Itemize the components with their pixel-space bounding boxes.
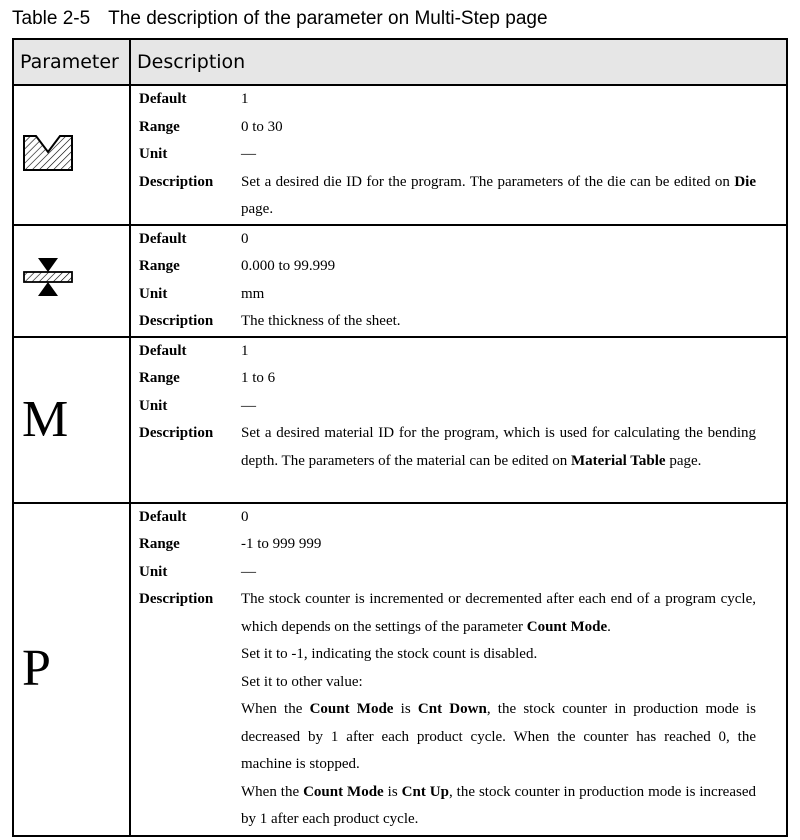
unit-label: Unit [139,285,168,302]
range-value: 0 to 30 [241,118,283,135]
range-row [139,365,756,393]
description-paragraph: When the Count Mode is Cnt Up, the stock counter in production mode is increased by 1 after each product cycle. [241,783,756,827]
range-label: Range [139,258,180,274]
unit-value: — [241,397,256,414]
sheet-thickness-icon [22,287,74,304]
description-label: Description [139,425,214,441]
description-label: Description [139,173,214,190]
table-number: Table 2-5 [12,8,91,29]
description-paragraph: Set it to other value: [241,673,363,690]
default-row [139,86,756,114]
range-value: -1 to 999 999 [241,536,322,552]
description-value: Set a desired material ID for the program, which is used for calculating the bending depth. The parameters of the material can be edited on Material Table page. [241,425,756,469]
default-value: 0 [241,508,249,525]
description-label: Description [139,591,214,607]
description-value: Set a desired die ID for the program. The parameters of the die can be edited on Die page. [241,173,756,217]
description-paragraph: The stock counter is incremented or decremented after each end of a program cycle, which depends on the settings of the parameter Count Mode. [241,591,756,635]
table-row [13,503,787,836]
table-row [13,225,787,337]
material-letter: M [22,390,69,448]
description-row [139,308,756,336]
default-row [139,338,756,366]
unit-row [139,559,756,587]
unit-value: mm [241,285,265,302]
description-cell [130,503,787,836]
range-row [139,531,756,559]
unit-value: — [241,563,256,580]
description-row [139,169,756,224]
unit-row [139,393,756,421]
description-cell [130,225,787,337]
header-parameter: Parameter [13,39,130,85]
header-description: Description [130,39,787,85]
unit-label: Unit [139,397,168,414]
default-row [139,226,756,254]
description-cell [130,337,787,503]
parameter-cell [13,503,130,836]
description-value: The thickness of the sheet. [241,313,401,329]
parameter-cell [13,85,130,225]
description-row [139,586,756,834]
unit-row [139,141,756,169]
description-value [241,586,756,834]
description-row [139,420,756,475]
range-label: Range [139,536,180,552]
parameter-cell [13,337,130,503]
unit-row [139,281,756,309]
header-row [13,39,787,85]
description-cell [130,85,787,225]
default-label: Default [139,508,187,525]
parameter-table [12,38,788,837]
table-caption [12,8,548,30]
range-row [139,114,756,142]
default-label: Default [139,230,187,247]
unit-label: Unit [139,563,168,580]
range-label: Range [139,370,180,386]
table-row [13,85,787,225]
default-value: 1 [241,91,249,107]
default-value: 0 [241,230,249,247]
default-row [139,504,756,532]
die-icon [22,161,74,178]
range-value: 0.000 to 99.999 [241,258,336,274]
range-value: 1 to 6 [241,370,276,386]
description-paragraph: Set it to -1, indicating the stock count is disabled. [241,646,538,662]
table-row [13,337,787,503]
stock-counter-letter: P [22,640,51,697]
default-label: Default [139,342,187,359]
range-row [139,253,756,281]
unit-value: — [241,146,256,162]
description-paragraph: When the Count Mode is Cnt Down, the stock counter in production mode is decreased by 1 after each product cycle. When the counter has reached 0, the machine is stopped. [241,701,757,772]
parameter-cell [13,225,130,337]
unit-label: Unit [139,146,168,162]
default-value: 1 [241,342,249,359]
range-label: Range [139,118,180,135]
description-label: Description [139,313,214,329]
default-label: Default [139,91,187,107]
table-title: The description of the parameter on Multi-Step page [108,8,548,29]
